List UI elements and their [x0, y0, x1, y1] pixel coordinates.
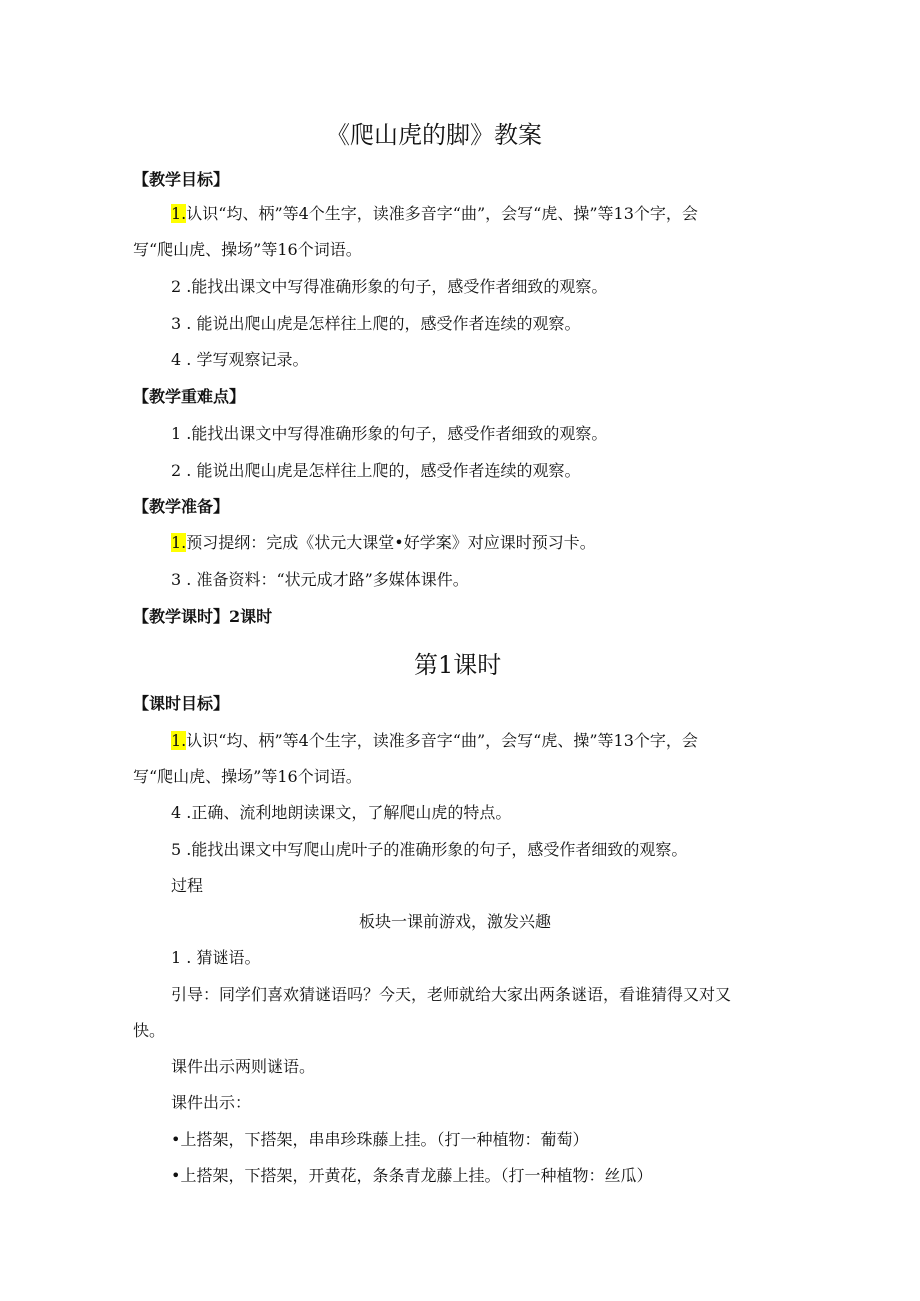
highlighted-number: 1.: [171, 533, 187, 552]
block-title: 板块一课前游戏，激发兴趣: [359, 912, 552, 931]
lesson-goal-header: 【课时目标】: [133, 694, 230, 713]
preparation-item-1: [171, 533, 596, 553]
highlighted-number: 1.: [171, 204, 187, 223]
courseware-show-2: 课件出示：: [171, 1093, 252, 1112]
guide-line-1: 引导：同学们喜欢猜谜语吗？今天，老师就给大家出两条谜语，看谁猜得又对又: [171, 985, 732, 1004]
periods-line: 【教学课时】2课时: [133, 607, 273, 626]
preparation-header: 【教学准备】: [133, 497, 230, 516]
process-label: 过程: [171, 876, 204, 895]
objective-item-1: [171, 204, 698, 224]
riddle-1: •上搭架，下搭架，串串珍珠藤上挂。（打一种植物：葡萄）: [171, 1130, 589, 1149]
objectives-header: 【教学目标】: [133, 170, 230, 189]
step-1: 1 . 猜谜语。: [171, 948, 261, 967]
courseware-show-1: 课件出示两则谜语。: [171, 1057, 316, 1076]
objective-item-3: 3 . 能说出爬山虎是怎样往上爬的，感受作者连续的观察。: [171, 314, 581, 333]
keypoint-item-1: 1 .能找出课文中写得准确形象的句子，感受作者细致的观察。: [171, 424, 608, 443]
objective-item-4: 4 . 学写观察记录。: [171, 350, 309, 369]
lesson-goal-item-1: [171, 731, 698, 751]
lesson-title: 第1课时: [414, 651, 502, 679]
keypoint-item-2: 2 . 能说出爬山虎是怎样往上爬的，感受作者连续的观察。: [171, 461, 581, 480]
document-title: 《爬山虎的脚》教案: [326, 121, 542, 149]
guide-line-2: 快。: [133, 1021, 166, 1040]
preparation-item-3: 3 . 准备资料：“状元成才路”多媒体课件。: [171, 570, 469, 589]
lesson-goal-item-1-continued: 写“爬山虎、操场”等16个词语。: [133, 767, 362, 786]
objective-item-1-continued: 写“爬山虎、操场”等16个词语。: [133, 240, 362, 259]
keypoints-header: 【教学重难点】: [133, 387, 246, 406]
lesson-goal-item-5: 5 .能找出课文中写爬山虎叶子的准确形象的句子，感受作者细致的观察。: [171, 840, 688, 859]
objective-item-2: 2 .能找出课文中写得准确形象的句子，感受作者细致的观察。: [171, 277, 608, 296]
highlighted-number: 1.: [171, 731, 187, 750]
lesson-goal-item-4: 4 .正确、流利地朗读课文，了解爬山虎的特点。: [171, 803, 512, 822]
lesson-goal-item-1-text: 认识“均、柄”等4个生字，读准多音字“曲”，会写“虎、操”等13个字，会: [186, 731, 698, 750]
preparation-item-1-text: 预习提纲：完成《状元大课堂•好学案》对应课时预习卡。: [186, 533, 596, 552]
objective-item-1-text: 认识“均、柄”等4个生字，读准多音字“曲”，会写“虎、操”等13个字，会: [186, 204, 698, 223]
riddle-2: •上搭架，下搭架，开黄花，条条青龙藤上挂。（打一种植物：丝瓜）: [171, 1166, 653, 1185]
